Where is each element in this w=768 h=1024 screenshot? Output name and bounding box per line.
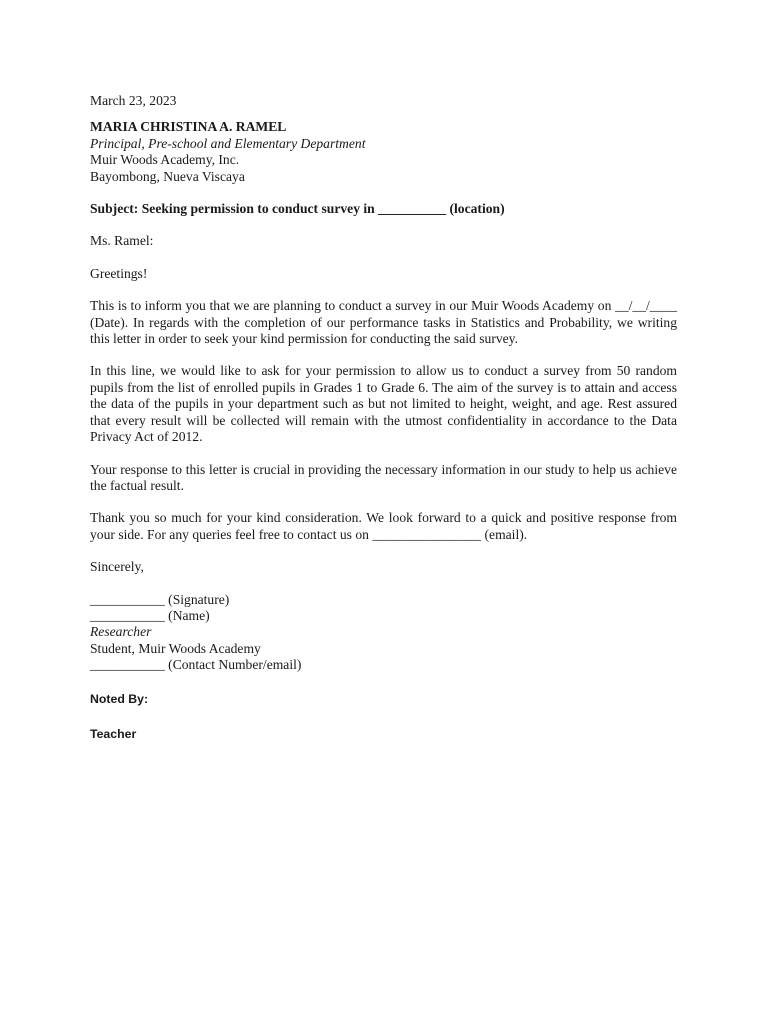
body-paragraph: This is to inform you that we are planning to conduct a survey in our Muir Woods Academy on __/__/____ (Date). In regards with the completion of our performance tasks in Statistics and Probability, we writing this letter in order to seek your kind permission for conducting the said survey. [90,298,677,347]
recipient-name: MARIA CHRISTINA A. RAMEL [90,119,287,135]
letter-greeting: Greetings! [90,265,148,281]
recipient-block [90,119,677,185]
signature-block [90,592,677,674]
letter-page [90,93,677,742]
letter-salutation: Ms. Ramel: [90,233,154,249]
noted-by-label: Noted By: [90,691,149,706]
recipient-organization: Muir Woods Academy, Inc. [90,152,240,168]
teacher-label: Teacher [90,726,137,741]
body-paragraph: Your response to this letter is crucial in providing the necessary information in our study to help us achieve the factual result. [90,461,677,493]
signer-role: Researcher [90,624,152,640]
body-paragraph: Thank you so much for your kind consideration. We look forward to a quick and positive response from your side. For any queries feel free to contact us on ________________ (email). [90,510,677,542]
letter-subject: Subject: Seeking permission to conduct survey in __________ (location) [90,201,505,217]
contact-line: ___________ (Contact Number/email) [90,657,302,673]
signature-line: ___________ (Signature) [90,591,230,607]
letter-date: March 23, 2023 [90,93,177,108]
letter-closing: Sincerely, [90,559,144,575]
recipient-address: Bayombong, Nueva Viscaya [90,168,245,184]
signer-affiliation: Student, Muir Woods Academy [90,640,261,656]
body-paragraph: In this line, we would like to ask for your permission to allow us to conduct a survey from 50 random pupils from the list of enrolled pupils in Grades 1 to Grade 6. The aim of the survey is to attain and access the data of the pupils in your department such as but not limited to height, weight, and age. Rest assured that every result will be collected will remain with the utmost confidentiality in accordance to the Data Privacy Act of 2012. [90,363,677,445]
recipient-position: Principal, Pre-school and Elementary Department [90,135,366,151]
name-line: ___________ (Name) [90,607,210,623]
